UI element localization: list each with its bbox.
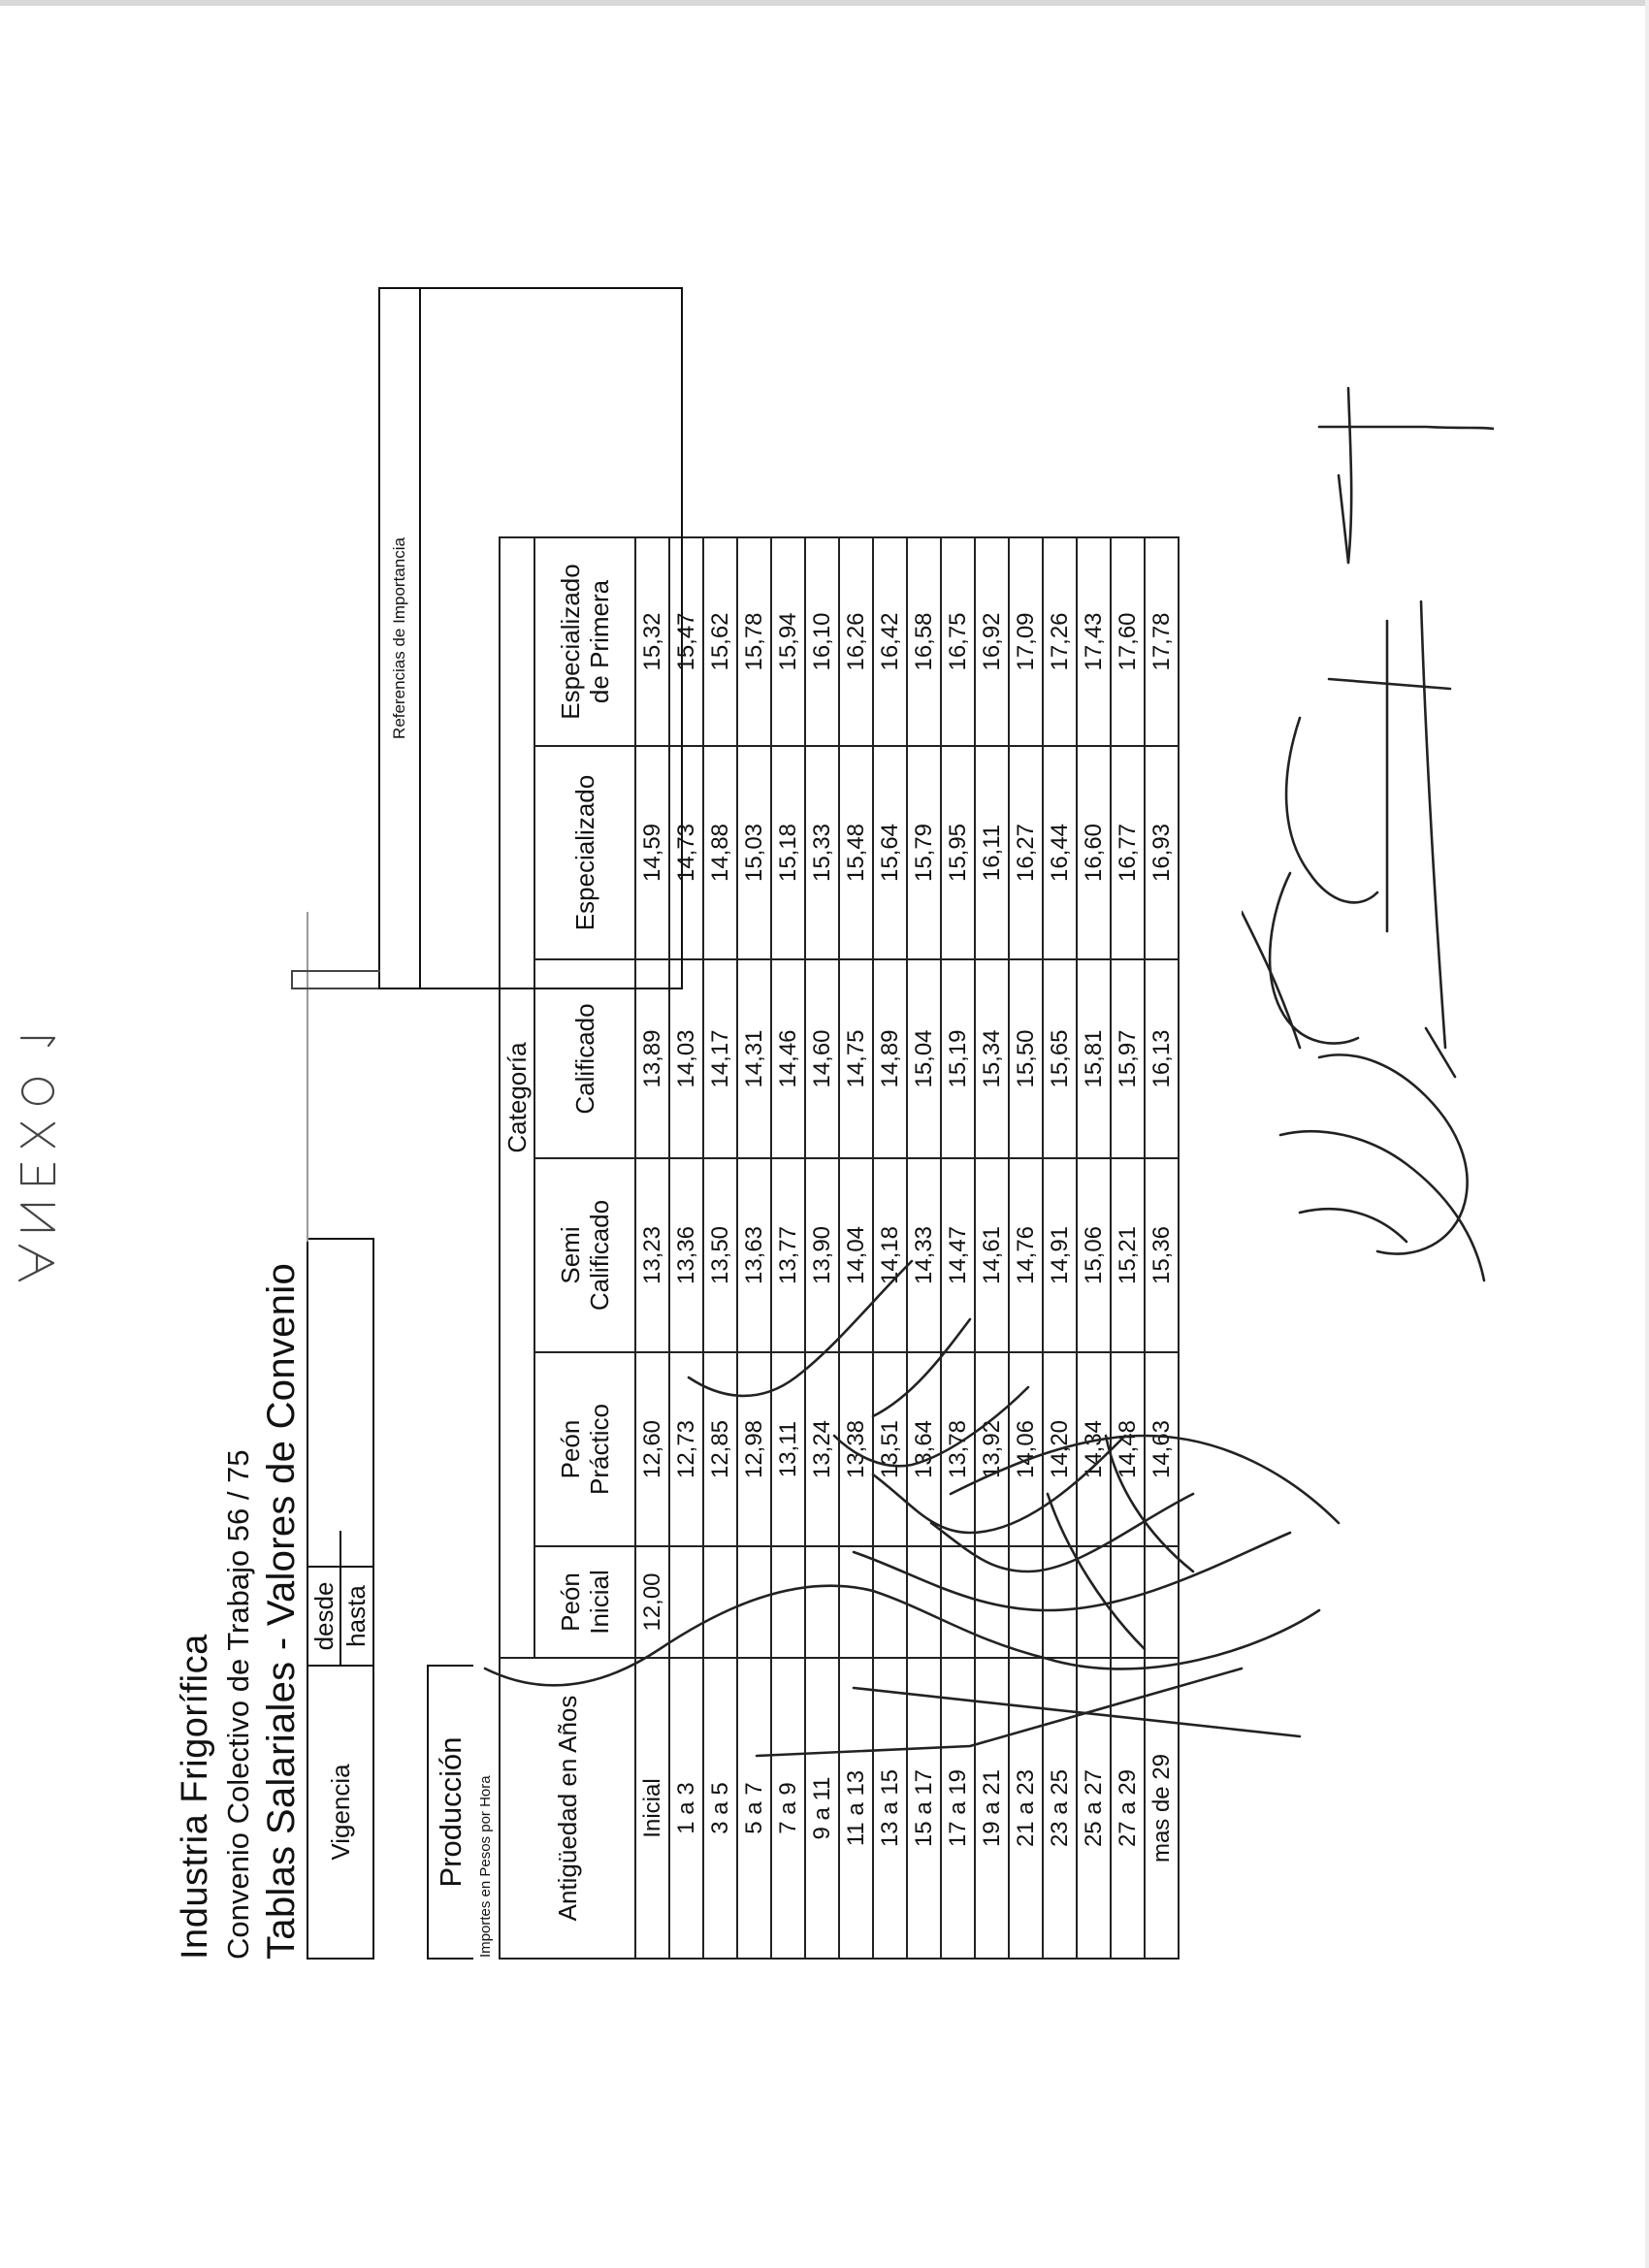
column-header-line: Calificado — [585, 1199, 614, 1312]
salary-cell: 15,94 — [771, 537, 805, 746]
salary-cell: 15,18 — [771, 746, 805, 959]
salary-cell: 13,23 — [635, 1158, 669, 1352]
salary-cell: 15,32 — [635, 537, 669, 746]
salary-cell: 15,97 — [1111, 959, 1145, 1158]
header-main-title: Tablas Salariales - Valores de Convenio — [260, 1262, 303, 1960]
salary-cell: 14,73 — [669, 746, 703, 959]
production-label: Producción — [427, 1665, 473, 1960]
signature-3 — [1261, 1019, 1513, 1329]
salary-cell: 14,89 — [873, 959, 907, 1158]
antiguedad-cell: 15 a 17 — [907, 1658, 941, 1959]
categoria-header: Categoría — [500, 537, 534, 1658]
salary-cell: 14,33 — [907, 1158, 941, 1352]
salary-cell: 12,60 — [635, 1352, 669, 1546]
salary-cell: 14,17 — [703, 959, 737, 1158]
salary-cell: 13,78 — [941, 1352, 975, 1546]
antiguedad-cell: 7 a 9 — [771, 1658, 805, 1959]
salary-cell: 16,26 — [839, 537, 873, 746]
salary-cell: 12,73 — [669, 1352, 703, 1546]
salary-cell: 13,89 — [635, 959, 669, 1158]
salary-cell: 16,42 — [873, 537, 907, 746]
antiguedad-cell: 13 a 15 — [873, 1658, 907, 1959]
salary-cell: 14,75 — [839, 959, 873, 1158]
salary-cell: 17,60 — [1111, 537, 1145, 746]
salary-cell: 14,91 — [1043, 1158, 1077, 1352]
salary-cell: 14,03 — [669, 959, 703, 1158]
salary-cell: 15,47 — [669, 537, 703, 746]
salary-cell: 14,46 — [771, 959, 805, 1158]
antiguedad-cell: 23 a 25 — [1043, 1658, 1077, 1959]
salary-cell: 17,09 — [1009, 537, 1043, 746]
salary-cell: 14,48 — [1111, 1352, 1145, 1546]
salary-cell: 14,31 — [737, 959, 771, 1158]
salary-cell: 16,77 — [1111, 746, 1145, 959]
salary-cell: 17,78 — [1145, 537, 1179, 746]
salary-cell: 15,95 — [941, 746, 975, 959]
salary-cell: 15,64 — [873, 746, 907, 959]
salary-cell: 14,04 — [839, 1158, 873, 1352]
salary-cell: 15,03 — [737, 746, 771, 959]
salary-cell: 16,10 — [805, 537, 839, 746]
salary-cell: 13,90 — [805, 1158, 839, 1352]
salary-cell: 14,59 — [635, 746, 669, 959]
antiguedad-cell: 1 a 3 — [669, 1658, 703, 1959]
salary-cell: 16,60 — [1077, 746, 1111, 959]
salary-cell: 16,13 — [1145, 959, 1179, 1158]
salary-cell: 14,88 — [703, 746, 737, 959]
antiguedad-cell: 17 a 19 — [941, 1658, 975, 1959]
annex-handwritten-mark — [10, 922, 68, 1290]
salary-cell: 15,65 — [1043, 959, 1077, 1158]
references-box — [378, 287, 683, 989]
salary-cell: 15,50 — [1009, 959, 1043, 1158]
antiguedad-cell: 21 a 23 — [1009, 1658, 1043, 1959]
vigencia-label: Vigencia — [325, 1764, 355, 1861]
salary-cell: 15,04 — [907, 959, 941, 1158]
salary-cell: 15,19 — [941, 959, 975, 1158]
salary-cell: 12,85 — [703, 1352, 737, 1546]
salary-cell: 14,61 — [975, 1158, 1009, 1352]
salary-cell: 16,11 — [975, 746, 1009, 959]
antiguedad-cell: Inicial — [635, 1658, 669, 1959]
salary-cell: 12,00 — [635, 1546, 669, 1658]
column-header-line: Inicial — [585, 1570, 614, 1635]
salary-cell: 15,06 — [1077, 1158, 1111, 1352]
references-label: Referencias de Importancia — [380, 289, 421, 988]
salary-cell: 13,92 — [975, 1352, 1009, 1546]
scan-edge-top — [0, 0, 1649, 6]
salary-cell: 13,51 — [873, 1352, 907, 1546]
salary-cell: 13,38 — [839, 1352, 873, 1546]
salary-cell: 16,27 — [1009, 746, 1043, 959]
salary-cell: 15,48 — [839, 746, 873, 959]
column-header-line: Especializado — [570, 774, 599, 931]
salary-cell: 15,36 — [1145, 1158, 1179, 1352]
antiguedad-cell: 25 a 27 — [1077, 1658, 1111, 1959]
salary-cell: 15,33 — [805, 746, 839, 959]
salary-cell: 13,24 — [805, 1352, 839, 1546]
salary-cell: 16,93 — [1145, 746, 1179, 959]
column-header-line: de Primera — [585, 579, 614, 704]
salary-cell: 14,18 — [873, 1158, 907, 1352]
signature-1 — [175, 1067, 1436, 1766]
salary-cell: 15,81 — [1077, 959, 1111, 1158]
column-header-line: Práctico — [585, 1404, 614, 1495]
salary-cell: 17,26 — [1043, 537, 1077, 746]
salary-cell: 14,76 — [1009, 1158, 1043, 1352]
salary-cell: 15,34 — [975, 959, 1009, 1158]
salary-cell: 16,92 — [975, 537, 1009, 746]
antiguedad-header: Antigüedad en Años — [500, 1658, 635, 1959]
column-header-line: Especializado — [556, 564, 585, 720]
salary-cell: 14,47 — [941, 1158, 975, 1352]
salary-cell: 13,11 — [771, 1352, 805, 1546]
salary-cell: 13,77 — [771, 1158, 805, 1352]
signature-2 — [1242, 369, 1494, 1067]
header-subtitle: Convenio Colectivo de Trabajo 56 / 75 — [221, 1449, 255, 1960]
salary-cell: 15,79 — [907, 746, 941, 959]
column-header-line: Calificado — [570, 1003, 599, 1115]
antiguedad-cell: 11 a 13 — [839, 1658, 873, 1959]
header-title: Industria Frigorífica — [175, 1634, 215, 1960]
salary-cell: 12,98 — [737, 1352, 771, 1546]
salary-cell: 13,36 — [669, 1158, 703, 1352]
column-header-line: Peón — [556, 1419, 585, 1479]
salary-cell: 15,78 — [737, 537, 771, 746]
column-header-line: Semi — [556, 1226, 585, 1284]
salary-cell: 16,75 — [941, 537, 975, 746]
salary-cell: 16,58 — [907, 537, 941, 746]
antiguedad-cell: 3 a 5 — [703, 1658, 737, 1959]
antiguedad-cell: 19 a 21 — [975, 1658, 1009, 1959]
production-note: Importes en Pesos por Hora — [477, 1775, 494, 1958]
salary-cell: 14,06 — [1009, 1352, 1043, 1546]
antiguedad-cell: 5 a 7 — [737, 1658, 771, 1959]
column-header-line: Peón — [556, 1572, 585, 1632]
salary-cell: 17,43 — [1077, 537, 1111, 746]
hasta-label: hasta — [341, 1585, 371, 1647]
salary-cell: 13,63 — [737, 1158, 771, 1352]
antiguedad-cell: 9 a 11 — [805, 1658, 839, 1959]
salary-cell: 15,62 — [703, 537, 737, 746]
salary-cell: 16,44 — [1043, 746, 1077, 959]
salary-cell: 14,60 — [805, 959, 839, 1158]
desde-label: desde — [309, 1581, 339, 1651]
antiguedad-cell: mas de 29 — [1145, 1658, 1179, 1959]
salary-cell: 15,21 — [1111, 1158, 1145, 1352]
antiguedad-cell: 27 a 29 — [1111, 1658, 1145, 1959]
scan-edge-right — [1645, 0, 1649, 2268]
salary-cell: 13,50 — [703, 1158, 737, 1352]
salary-cell: 14,34 — [1077, 1352, 1111, 1546]
salary-cell: 14,20 — [1043, 1352, 1077, 1546]
salary-cell: 14,63 — [1145, 1352, 1179, 1546]
salary-cell: 13,64 — [907, 1352, 941, 1546]
